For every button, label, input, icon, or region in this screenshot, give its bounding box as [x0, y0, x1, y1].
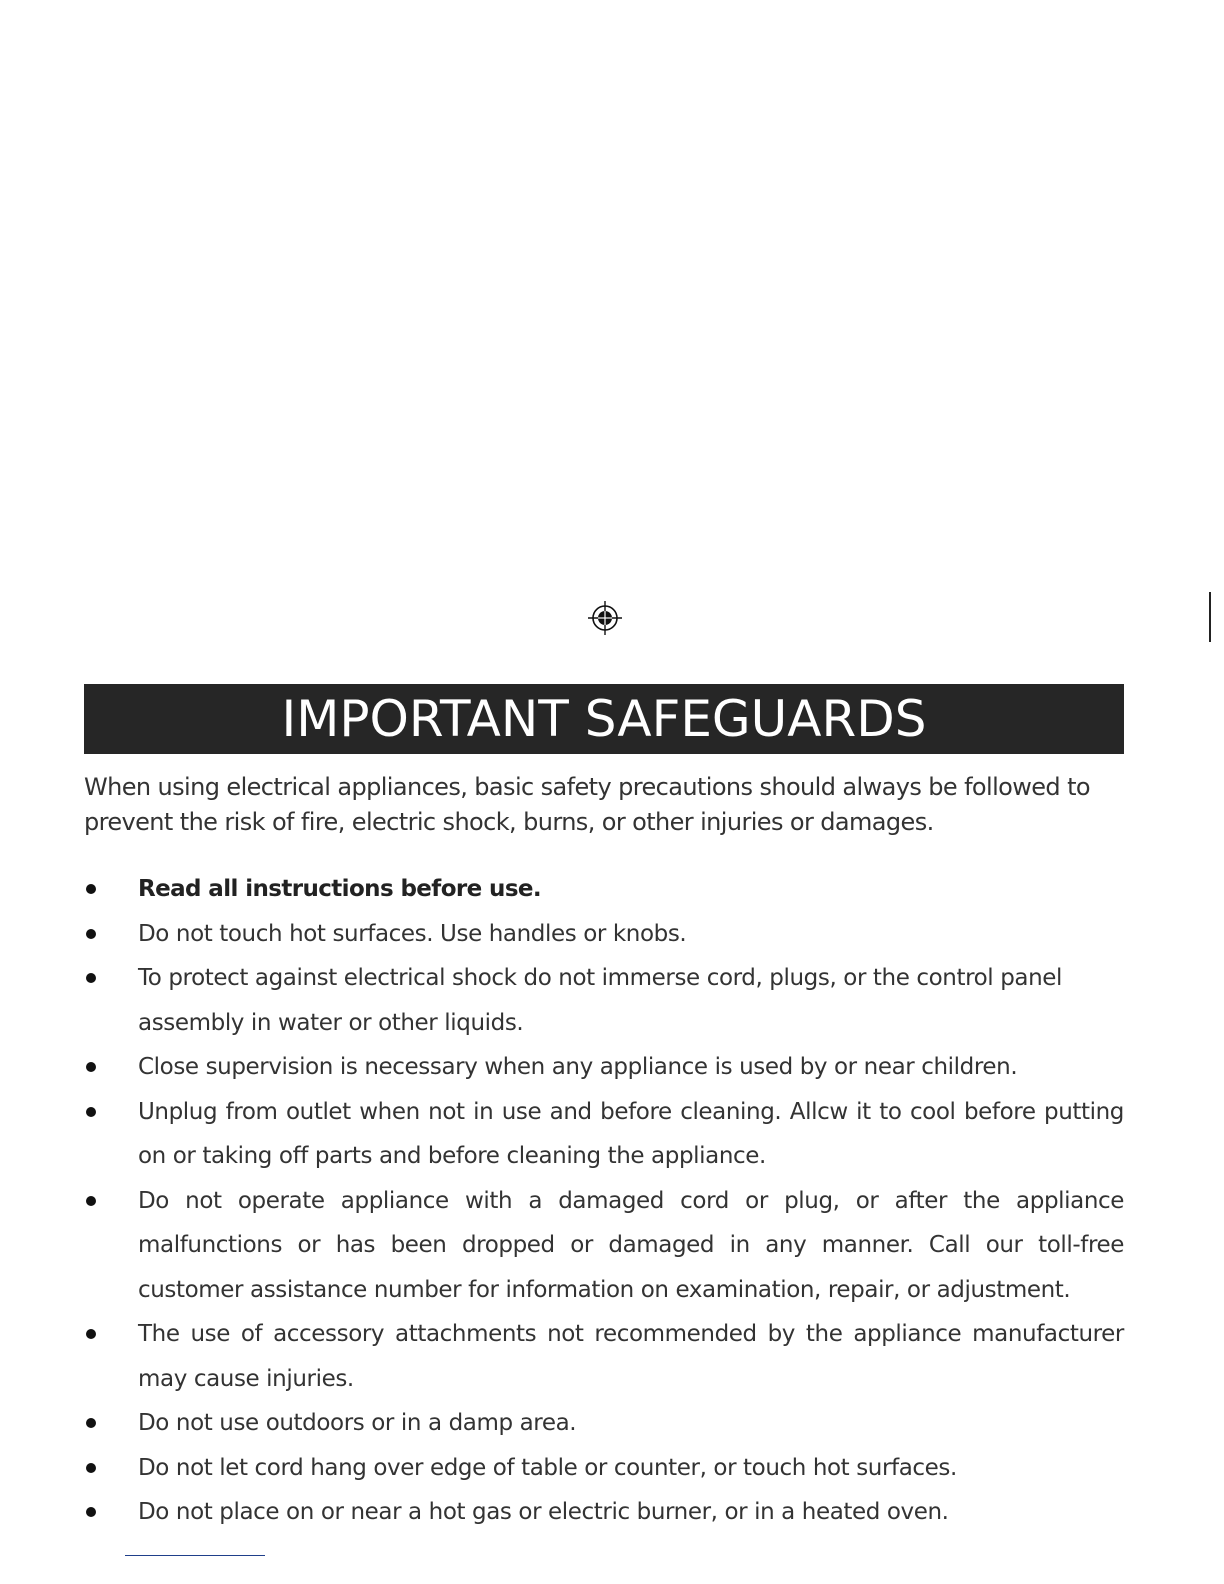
registration-mark-icon: [588, 601, 622, 635]
list-item: [84, 1446, 1124, 1491]
bullet-dot-icon: [86, 1107, 96, 1117]
safeguards-banner: [84, 684, 1124, 754]
list-item-text: To protect against electrical shock do not immerse cord, plugs, or the control panel assembly in water or other liquids.: [138, 965, 1063, 1036]
intro-paragraph: When using electrical appliances, basic safety precautions should always be followed to prevent the risk of fire, electric shock, burns, or other injuries or damages.: [84, 773, 1090, 836]
list-item-text: Do not let cord hang over edge of table or counter, or touch hot surfaces.: [138, 1454, 957, 1481]
bullet-dot-icon: [86, 1062, 96, 1072]
list-item: [84, 912, 1124, 957]
list-item-text: The use of accessory attachments not recommended by the appliance manufacturer may cause injuries.: [138, 1321, 1124, 1392]
safeguards-list: [84, 867, 1124, 1535]
list-item: [84, 1179, 1124, 1313]
bullet-dot-icon: [86, 1329, 96, 1339]
list-item-text: Do not operate appliance with a damaged cord or plug, or after the appliance malfunctions or has been dropped or damaged in any manner. Call our toll-free customer assistance number for information on examination, repair, or adjustment.: [138, 1187, 1124, 1303]
bullet-dot-icon: [86, 1463, 96, 1473]
list-item: [84, 1090, 1124, 1179]
list-item: [84, 956, 1124, 1045]
list-item-text: Do not touch hot surfaces. Use handles or knobs.: [138, 920, 687, 947]
list-item-text: Read all instructions before use.: [138, 876, 542, 902]
page-title: IMPORTANT SAFEGUARDS: [281, 690, 927, 748]
bullet-dot-icon: [86, 1196, 96, 1206]
list-item: [84, 867, 1124, 912]
list-item: [84, 1312, 1124, 1401]
list-item-text: Close supervision is necessary when any appliance is used by or near children.: [138, 1054, 1018, 1080]
bullet-dot-icon: [86, 884, 96, 894]
list-item: [84, 1401, 1124, 1446]
list-item: [84, 1490, 1124, 1535]
list-item-text: Unplug from outlet when not in use and before cleaning. Allcw it to cool before putting on or taking off parts and before cleaning the appliance.: [138, 1098, 1124, 1169]
bullet-dot-icon: [86, 1507, 96, 1517]
list-item: [84, 1045, 1124, 1090]
crop-edge-mark: [1209, 592, 1211, 642]
annotation-line: [125, 1555, 265, 1556]
bullet-dot-icon: [86, 1418, 96, 1428]
list-item-text: Do not use outdoors or in a damp area.: [138, 1410, 577, 1436]
bullet-dot-icon: [86, 929, 96, 939]
bullet-dot-icon: [86, 973, 96, 983]
list-item-text: Do not place on or near a hot gas or electric burner, or in a heated oven.: [138, 1499, 949, 1525]
